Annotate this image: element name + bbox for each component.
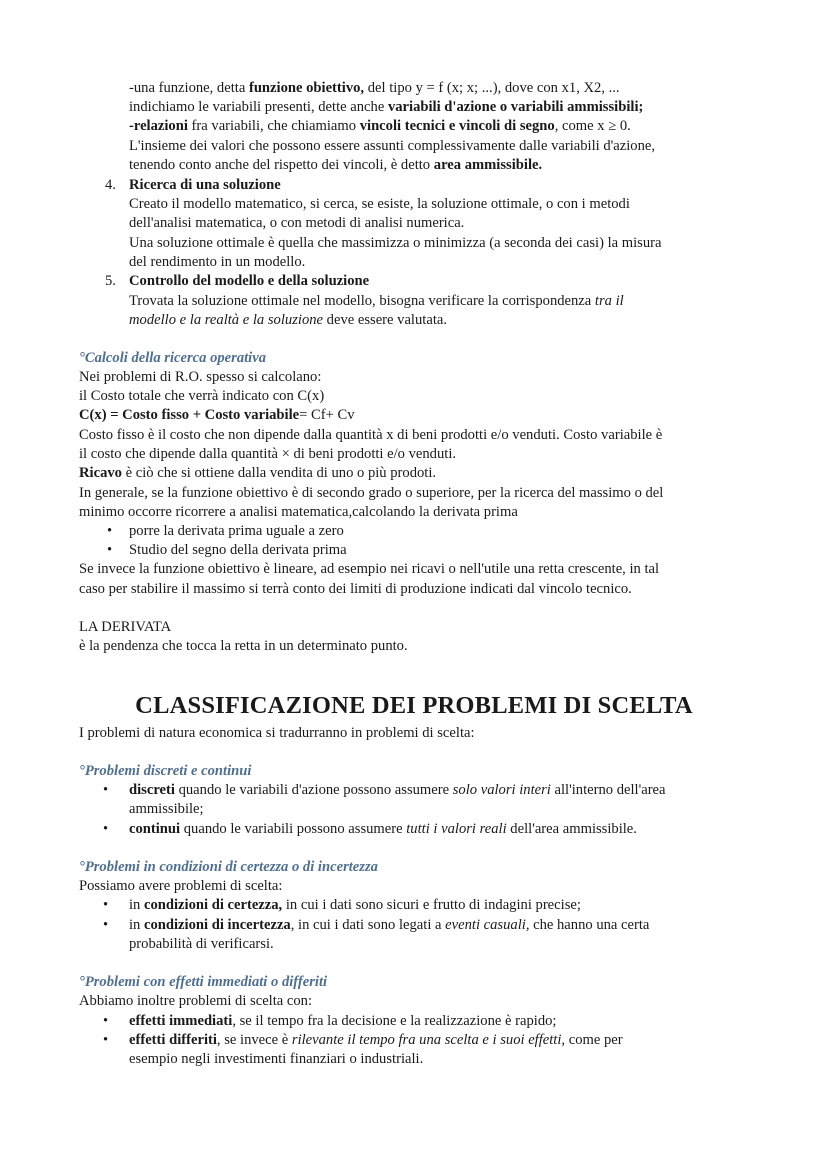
list-item-title: Ricerca di una soluzione: [129, 177, 281, 193]
text-line: Abbiamo inoltre problemi di scelta con:: [79, 993, 313, 1009]
bullet-icon: •: [103, 1032, 109, 1048]
section-heading: °Problemi con effetti immediati o differiti: [79, 974, 328, 990]
text-line: il Costo totale che verrà indicato con C(x): [79, 388, 325, 404]
text-line: In generale, se la funzione obiettivo è di secondo grado o superiore, per la ricerca del massimo o del: [79, 485, 664, 501]
list-item: continui quando le variabili possono assumere tutti i valori reali dell'area ammissibile.: [129, 821, 637, 837]
list-item: in condizioni di incertezza, in cui i dati sono legati a eventi casuali, che hanno una certa: [129, 917, 650, 933]
list-item: effetti differiti, se invece è rilevante il tempo fra una scelta e i suoi effetti, come per: [129, 1032, 623, 1048]
section-heading: °Problemi in condizioni di certezza o di incertezza: [79, 859, 378, 875]
text-line: indichiamo le variabili presenti, dette anche variabili d'azione o variabili ammissibili;: [129, 99, 644, 115]
list-item-continuation: ammissibile;: [129, 801, 204, 817]
text-line: Trovata la soluzione ottimale nel modello, bisogna verificare la corrispondenza tra il: [129, 293, 624, 309]
list-item-continuation: probabilità di verificarsi.: [129, 936, 274, 952]
list-item-title: Controllo del modello e della soluzione: [129, 273, 370, 289]
text-line: Possiamo avere problemi di scelta:: [79, 878, 283, 894]
text-line: Nei problemi di R.O. spesso si calcolano:: [79, 369, 322, 385]
list-item: discreti quando le variabili d'azione possono assumere solo valori interi all'interno dell'area: [129, 782, 666, 798]
text-line: Una soluzione ottimale è quella che massimizza o minimizza (a seconda dei casi) la misura: [129, 235, 662, 251]
text-line: -relazioni fra variabili, che chiamiamo vincoli tecnici e vincoli di segno, come x ≥ 0.: [129, 118, 631, 134]
text-line: L'insieme dei valori che possono essere assunti complessivamente dalle variabili d'azione,: [129, 138, 656, 154]
bullet-icon: •: [107, 523, 113, 539]
list-item: effetti immediati, se il tempo fra la decisione e la realizzazione è rapido;: [129, 1013, 557, 1029]
formula-line: C(x) = Costo fisso + Costo variabile= Cf+ Cv: [79, 407, 355, 423]
text-line: del rendimento in un modello.: [129, 254, 306, 270]
list-item: Studio del segno della derivata prima: [129, 542, 347, 558]
list-number: 4.: [105, 177, 116, 193]
text-line: Costo fisso è il costo che non dipende dalla quantità x di beni prodotti e/o venduti. Costo variabile è: [79, 427, 663, 443]
text-line: Ricavo è ciò che si ottiene dalla vendita di uno o più prodoti.: [79, 465, 437, 481]
section-heading: °Problemi discreti e continui: [79, 763, 252, 779]
bullet-icon: •: [103, 897, 109, 913]
bullet-icon: •: [103, 821, 109, 837]
text-line: il costo che dipende dalla quantità × di beni prodotti e/o venduti.: [79, 446, 457, 462]
text-line: Creato il modello matematico, si cerca, se esiste, la soluzione ottimale, o con i metodi: [129, 196, 630, 212]
derivata-title: LA DERIVATA: [79, 619, 172, 635]
text-line: Se invece la funzione obiettivo è lineare, ad esempio nei ricavi o nell'utile una retta crescente, in tal: [79, 561, 660, 577]
page-title: CLASSIFICAZIONE DEI PROBLEMI DI SCELTA: [135, 692, 693, 719]
text-line: caso per stabilire il massimo si terrà conto dei limiti di produzione indicati dal vincolo tecnico.: [79, 581, 632, 597]
text-line: -una funzione, detta funzione obiettivo, del tipo y = f (x; x; ...), dove con x1, X2, ...: [129, 80, 620, 96]
bullet-icon: •: [103, 782, 109, 798]
list-item: porre la derivata prima uguale a zero: [129, 523, 344, 539]
bullet-icon: •: [103, 1013, 109, 1029]
list-item: in condizioni di certezza, in cui i dati sono sicuri e frutto di indagini precise;: [129, 897, 581, 913]
text-line: I problemi di natura economica si tradurranno in problemi di scelta:: [79, 725, 475, 741]
bullet-icon: •: [107, 542, 113, 558]
text-line: è la pendenza che tocca la retta in un determinato punto.: [79, 638, 408, 654]
section-heading: °Calcoli della ricerca operativa: [79, 350, 267, 366]
text-line: dell'analisi matematica, o con metodi di analisi numerica.: [129, 215, 465, 231]
text-line: modello e la realtà e la soluzione deve essere valutata.: [129, 312, 447, 328]
list-number: 5.: [105, 273, 116, 289]
text-line: tenendo conto anche del rispetto dei vincoli, è detto area ammissibile.: [129, 157, 543, 173]
list-item-continuation: esempio negli investimenti finanziari o industriali.: [129, 1051, 424, 1067]
text-line: minimo occorre ricorrere a analisi matematica,calcolando la derivata prima: [79, 504, 518, 520]
bullet-icon: •: [103, 917, 109, 933]
